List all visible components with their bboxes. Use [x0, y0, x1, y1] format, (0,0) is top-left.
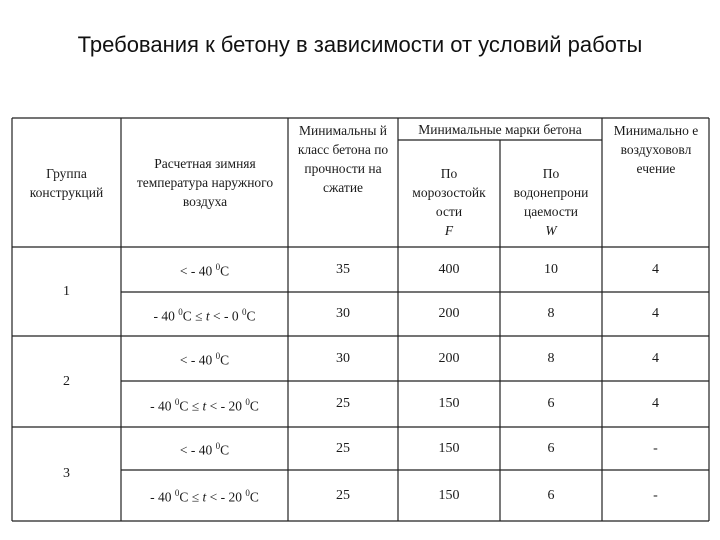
temp-lower-bound: - 40: [150, 489, 175, 505]
cell-cond: [121, 292, 288, 336]
cell-cond: [121, 427, 288, 470]
header-frost-resistance: [398, 164, 500, 240]
celsius-unit: C: [249, 489, 259, 505]
cell-min-class: 25: [336, 396, 350, 411]
cell-frost: 200: [438, 306, 460, 321]
cell-air: -: [653, 440, 658, 456]
temp-less-than-minus-40: < - 40: [179, 352, 216, 368]
header-water-resistance: [500, 164, 602, 240]
temp-less-than-minus-40: < - 40: [179, 263, 216, 279]
header-group: Группа конструкций: [29, 165, 104, 200]
cell-min-class: 25: [336, 440, 350, 456]
slide-title: Требования к бетону в зависимости от условий работы: [77, 32, 643, 57]
group-number-3: 3: [63, 466, 70, 481]
cell-air: -: [653, 487, 658, 503]
temperature-condition: [180, 258, 229, 281]
cell-min-class: 35: [336, 261, 350, 277]
group-number-1: 1: [63, 283, 70, 299]
cell-air: 4: [652, 350, 659, 366]
header-frost-text: морозостойк ости: [412, 185, 486, 219]
celsius-unit: C: [220, 442, 230, 458]
celsius-unit: C: [179, 398, 189, 414]
degree-sign: 0: [178, 306, 183, 317]
less-equal-sign: ≤: [188, 398, 203, 414]
less-equal-sign: ≤: [188, 489, 203, 505]
temp-lower-bound: - 40: [150, 398, 175, 414]
cell-frost: 400: [438, 261, 460, 277]
cell-water: 6: [547, 440, 555, 456]
cell-water: 6: [547, 487, 555, 503]
temp-variable: t: [205, 308, 210, 324]
celsius-unit: C: [249, 398, 259, 414]
celsius-unit: C: [220, 263, 230, 279]
temp-variable: t: [202, 489, 207, 505]
temp-upper-bound: < - 20: [206, 398, 246, 414]
group-number-2: 2: [63, 373, 70, 389]
degree-sign: 0: [215, 262, 221, 273]
cell-frost: 150: [438, 440, 460, 456]
celsius-unit: C: [182, 308, 192, 324]
less-equal-sign: ≤: [191, 308, 206, 324]
degree-sign: 0: [174, 488, 180, 499]
header-water-text: водонепрони цаемости: [513, 185, 589, 219]
cell-air: 4: [652, 261, 659, 277]
degree-sign: 0: [242, 306, 247, 317]
cell-cond: [121, 470, 288, 521]
temp-upper-bound: < - 20: [206, 489, 246, 505]
cell-frost: 150: [438, 396, 460, 411]
degree-sign: 0: [174, 396, 180, 407]
cell-air: 4: [652, 306, 659, 321]
degree-sign: 0: [215, 441, 221, 452]
cell-cond: [121, 381, 288, 427]
temperature-condition: [180, 437, 229, 460]
temp-upper-bound: < - 0: [209, 308, 243, 324]
header-water-prefix: По: [542, 166, 560, 181]
degree-sign: 0: [215, 351, 221, 362]
temp-variable: t: [202, 398, 207, 414]
cell-frost: 150: [438, 487, 460, 503]
cell-cond: [121, 247, 288, 292]
cell-min-class: 30: [336, 306, 350, 321]
degree-sign: 0: [245, 396, 250, 407]
cell-cond: [121, 336, 288, 381]
temperature-condition: [153, 303, 255, 326]
cell-air: 4: [652, 396, 659, 411]
header-water-symbol: W: [545, 223, 557, 238]
celsius-unit: C: [246, 308, 256, 324]
temp-less-than-minus-40: < - 40: [179, 442, 216, 458]
temp-lower-bound: - 40: [153, 308, 179, 324]
cell-min-class: 25: [336, 487, 350, 503]
cell-min-class: 30: [336, 350, 350, 366]
header-min-class: Минимальны й класс бетона по прочности на сжатие: [297, 123, 389, 195]
concrete-requirements-table: [12, 118, 709, 521]
temperature-condition: [150, 393, 259, 416]
temperature-condition: [180, 347, 229, 370]
header-air-entrainment: Минимально е воздухововл ечение: [613, 123, 699, 176]
cell-water: 8: [547, 350, 555, 366]
cell-water: 8: [547, 306, 555, 321]
header-frost-symbol: F: [444, 223, 454, 238]
header-temperature: Расчетная зимняя температура наружного воздуха: [136, 156, 274, 209]
cell-frost: 200: [438, 350, 460, 366]
celsius-unit: C: [179, 489, 189, 505]
celsius-unit: C: [220, 352, 230, 368]
cell-water: 10: [544, 261, 558, 277]
temperature-condition: [150, 484, 259, 507]
header-min-grades: Минимальные марки бетона: [418, 121, 582, 137]
degree-sign: 0: [245, 488, 250, 499]
cell-water: 6: [547, 396, 555, 411]
header-frost-prefix: По: [440, 166, 458, 181]
